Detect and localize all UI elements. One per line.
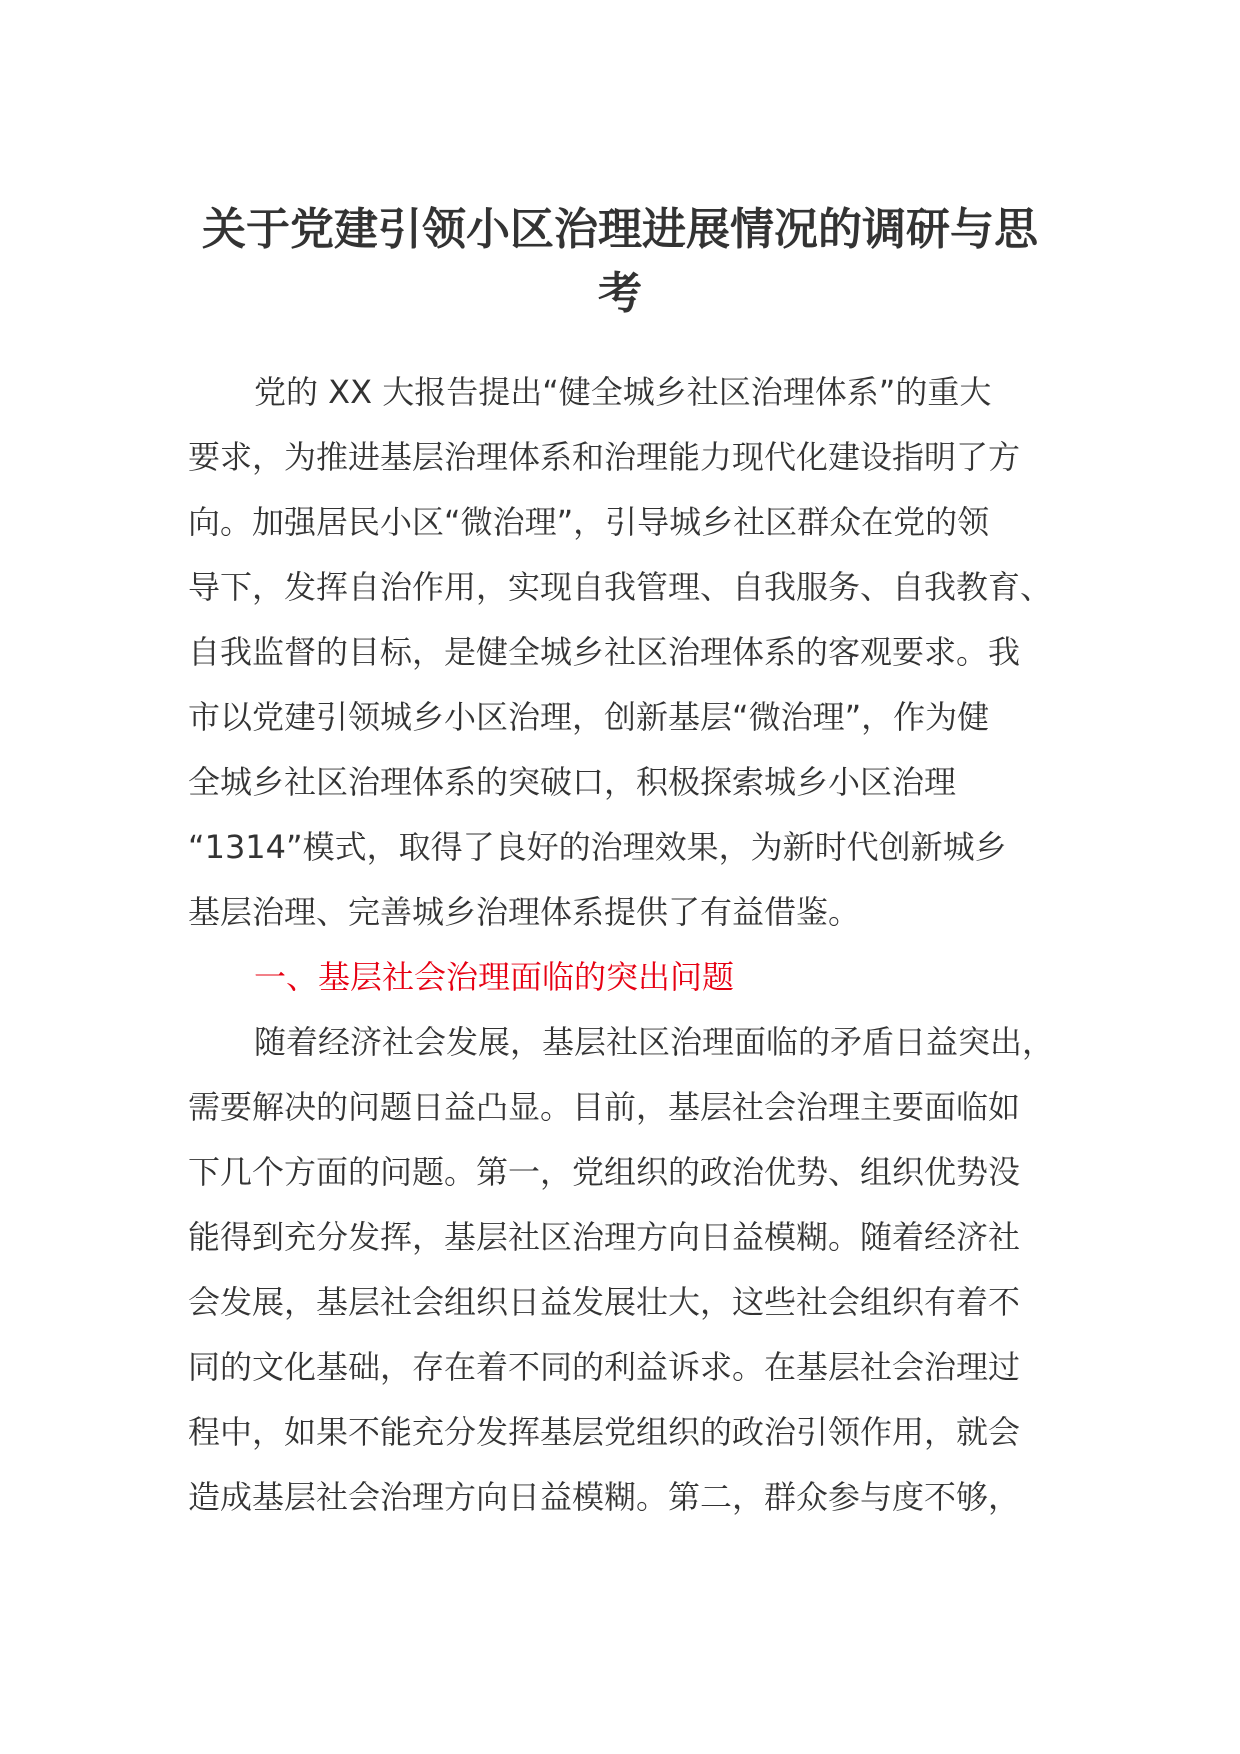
paragraph-line: 导下，发挥自治作用，实现自我管理、自我服务、自我教育、 (188, 568, 1053, 606)
paragraph-line: 随着经济社会发展，基层社区治理面临的矛盾日益突出， (254, 1023, 1055, 1061)
paragraph-problems (188, 1010, 1068, 1530)
paragraph-line: 能得到充分发挥，基层社区治理方向日益模糊。随着经济社 (188, 1218, 1021, 1256)
paragraph-line: 下几个方面的问题。第一，党组织的政治优势、组织优势没 (188, 1153, 1021, 1191)
paragraph-line: 会发展，基层社会组织日益发展壮大，这些社会组织有着不 (188, 1283, 1021, 1321)
paragraph-line: 基层治理、完善城乡治理体系提供了有益借鉴。 (188, 893, 861, 931)
paragraph-line: 市以党建引领城乡小区治理，创新基层“微治理”，作为健 (188, 698, 990, 736)
document-body (188, 360, 1068, 1530)
paragraph-line: “1314”模式，取得了良好的治理效果，为新时代创新城乡 (188, 828, 1007, 866)
paragraph-line: 向。加强居民小区“微治理”，引导城乡社区群众在党的领 (188, 503, 990, 541)
title-line-1: 关于党建引领小区治理进展情况的调研与思 (202, 204, 1038, 255)
paragraph-line: 程中，如果不能充分发挥基层党组织的政治引领作用，就会 (188, 1413, 1021, 1451)
title-line-2: 考 (598, 268, 642, 319)
paragraph-line: 党的 XX 大报告提出“健全城乡社区治理体系”的重大 (254, 373, 992, 411)
section-heading: 一、基层社会治理面临的突出问题 (254, 958, 735, 996)
paragraph-line: 要求，为推进基层治理体系和治理能力现代化建设指明了方 (188, 438, 1021, 476)
paragraph-line: 自我监督的目标，是健全城乡社区治理体系的客观要求。我 (188, 633, 1021, 671)
paragraph-line: 同的文化基础，存在着不同的利益诉求。在基层社会治理过 (188, 1348, 1021, 1386)
document-title (180, 198, 1060, 326)
paragraph-line: 全城乡社区治理体系的突破口，积极探索城乡小区治理 (188, 763, 957, 801)
paragraph-intro (188, 360, 1068, 945)
paragraph-line: 造成基层社会治理方向日益模糊。第二，群众参与度不够， (188, 1478, 1021, 1516)
paragraph-line: 需要解决的问题日益凸显。目前，基层社会治理主要面临如 (188, 1088, 1021, 1126)
